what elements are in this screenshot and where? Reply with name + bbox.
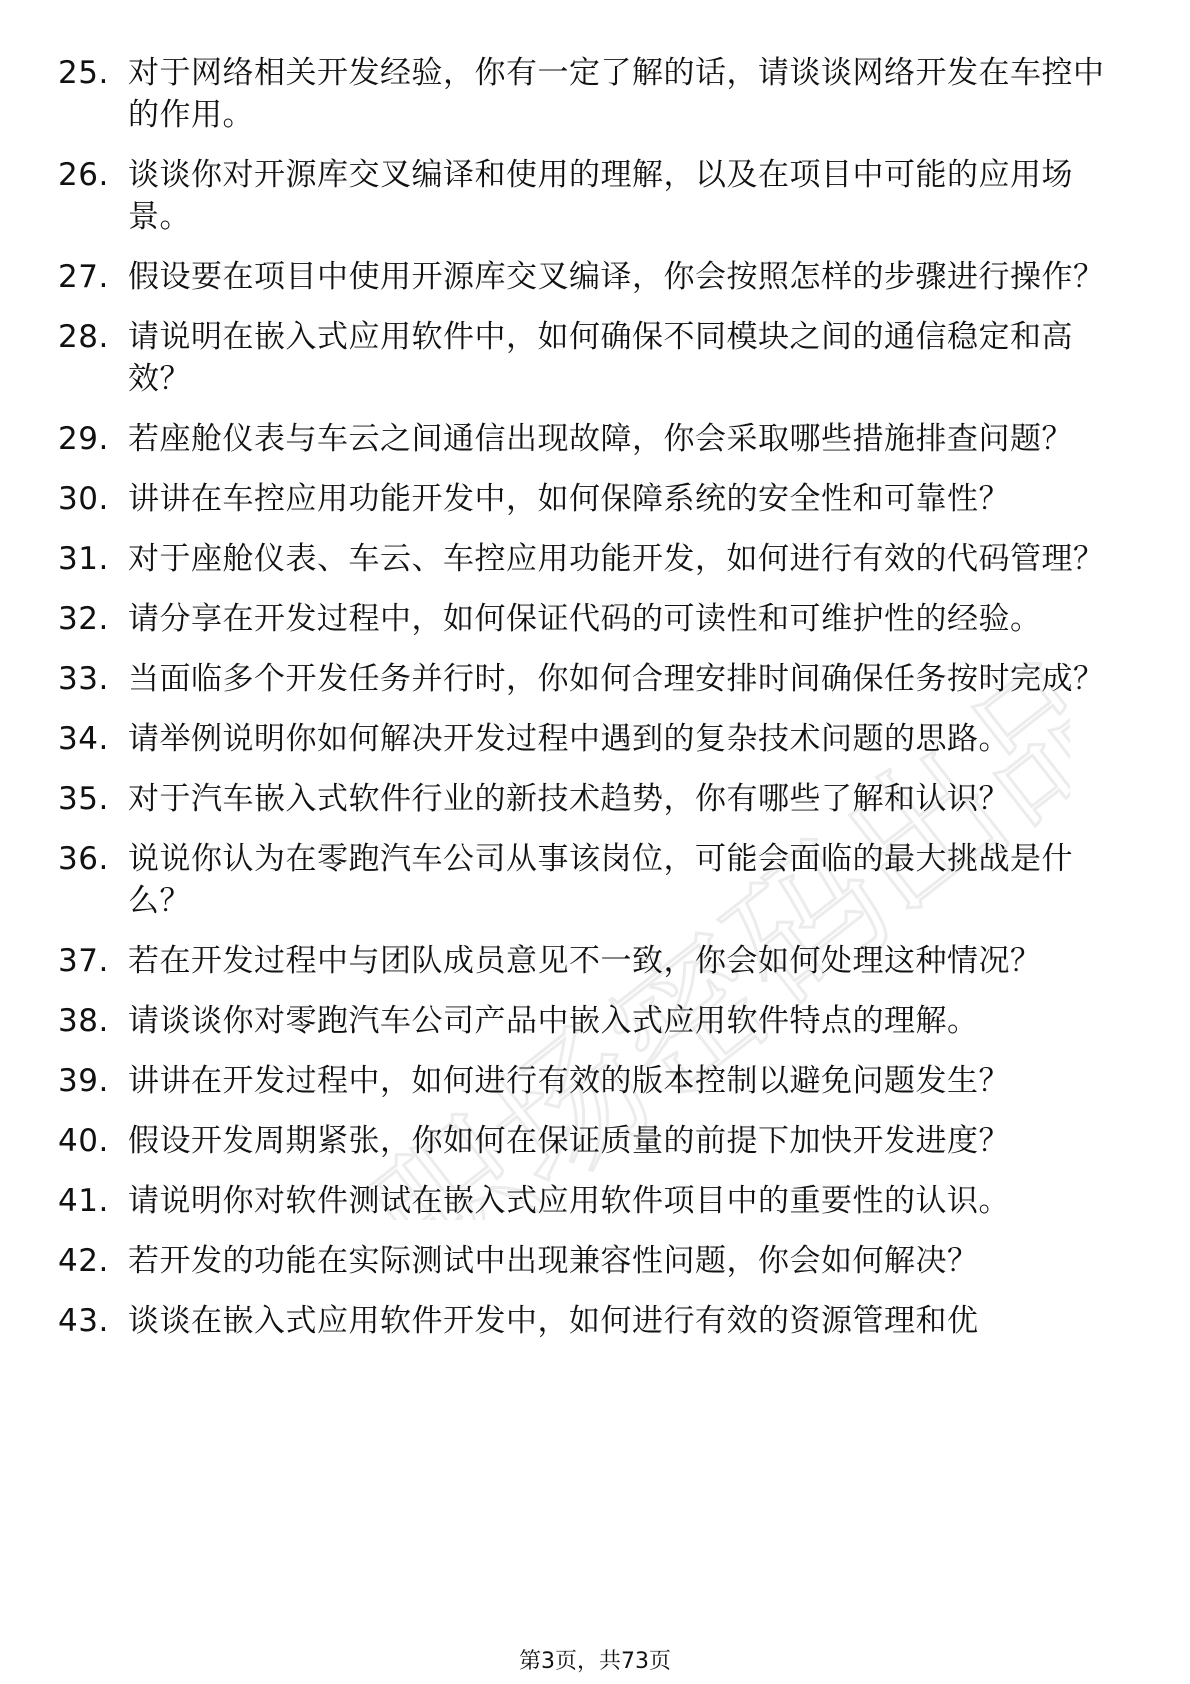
list-item	[0, 1240, 1190, 1282]
item-text: 若座舱仪表与车云之间通信出现故障，你会采取哪些措施排查问题？	[128, 421, 1073, 457]
item-text: 请分享在开发过程中，如何保证代码的可读性和可维护性的经验。	[128, 601, 1042, 637]
list-item	[0, 718, 1190, 760]
item-text: 谈谈你对开源库交叉编译和使用的理解，以及在项目中可能的应用场景。	[128, 157, 1073, 235]
list-item	[0, 940, 1190, 982]
item-number: 33.	[58, 661, 109, 697]
item-text: 若在开发过程中与团队成员意见不一致，你会如何处理这种情况？	[128, 943, 1042, 979]
item-number: 32.	[58, 601, 109, 637]
item-number: 35.	[58, 781, 109, 817]
item-text: 对于网络相关开发经验，你有一定了解的话，请谈谈网络开发在车控中的作用。	[128, 55, 1105, 133]
item-number: 31.	[58, 541, 109, 577]
item-number: 26.	[58, 157, 109, 193]
list-item	[0, 316, 1190, 400]
item-number: 28.	[58, 319, 109, 355]
item-number: 41.	[58, 1183, 109, 1219]
list-item	[0, 838, 1190, 922]
item-number: 29.	[58, 421, 109, 457]
item-number: 34.	[58, 721, 109, 757]
list-item	[0, 598, 1190, 640]
item-text: 讲讲在车控应用功能开发中，如何保障系统的安全性和可靠性？	[128, 481, 1010, 517]
list-item	[0, 658, 1190, 700]
item-number: 30.	[58, 481, 109, 517]
item-text: 对于座舱仪表、车云、车控应用功能开发，如何进行有效的代码管理？	[128, 541, 1105, 577]
list-item	[0, 52, 1190, 136]
list-item	[0, 478, 1190, 520]
list-item	[0, 154, 1190, 238]
item-number: 38.	[58, 1003, 109, 1039]
list-item	[0, 256, 1190, 298]
item-text: 说说你认为在零跑汽车公司从事该岗位，可能会面临的最大挑战是什么？	[128, 841, 1073, 919]
list-item	[0, 1060, 1190, 1102]
list-item	[0, 1300, 1190, 1342]
item-text: 若开发的功能在实际测试中出现兼容性问题，你会如何解决？	[128, 1243, 979, 1279]
item-text: 谈谈在嵌入式应用软件开发中，如何进行有效的资源管理和优	[128, 1303, 979, 1339]
item-text: 请说明你对软件测试在嵌入式应用软件项目中的重要性的认识。	[128, 1183, 1010, 1219]
item-text: 讲讲在开发过程中，如何进行有效的版本控制以避免问题发生？	[128, 1063, 1010, 1099]
item-text: 假设开发周期紧张，你如何在保证质量的前提下加快开发进度？	[128, 1123, 1010, 1159]
list-item	[0, 418, 1190, 460]
item-number: 43.	[58, 1303, 109, 1339]
item-text: 假设要在项目中使用开源库交叉编译，你会按照怎样的步骤进行操作？	[128, 259, 1105, 295]
item-text: 请说明在嵌入式应用软件中，如何确保不同模块之间的通信稳定和高效？	[128, 319, 1073, 397]
item-number: 40.	[58, 1123, 109, 1159]
watermark-text: 职场密码出品	[341, 625, 1070, 1220]
question-list	[0, 52, 1190, 1360]
item-number: 36.	[58, 841, 109, 877]
item-number: 42.	[58, 1243, 109, 1279]
item-text: 请举例说明你如何解决开发过程中遇到的复杂技术问题的思路。	[128, 721, 1010, 757]
item-number: 39.	[58, 1063, 109, 1099]
item-number: 27.	[58, 259, 109, 295]
item-number: 37.	[58, 943, 109, 979]
list-item	[0, 1180, 1190, 1222]
list-item	[0, 1000, 1190, 1042]
item-number: 25.	[58, 55, 109, 91]
list-item	[0, 778, 1190, 820]
list-item	[0, 538, 1190, 580]
item-text: 请谈谈你对零跑汽车公司产品中嵌入式应用软件特点的理解。	[128, 1003, 979, 1039]
item-text: 对于汽车嵌入式软件行业的新技术趋势，你有哪些了解和认识？	[128, 781, 1010, 817]
item-text: 当面临多个开发任务并行时，你如何合理安排时间确保任务按时完成？	[128, 661, 1105, 697]
page-number-label: 第3页，共73页	[519, 1649, 671, 1674]
page-footer	[0, 1644, 1190, 1675]
list-item	[0, 1120, 1190, 1162]
